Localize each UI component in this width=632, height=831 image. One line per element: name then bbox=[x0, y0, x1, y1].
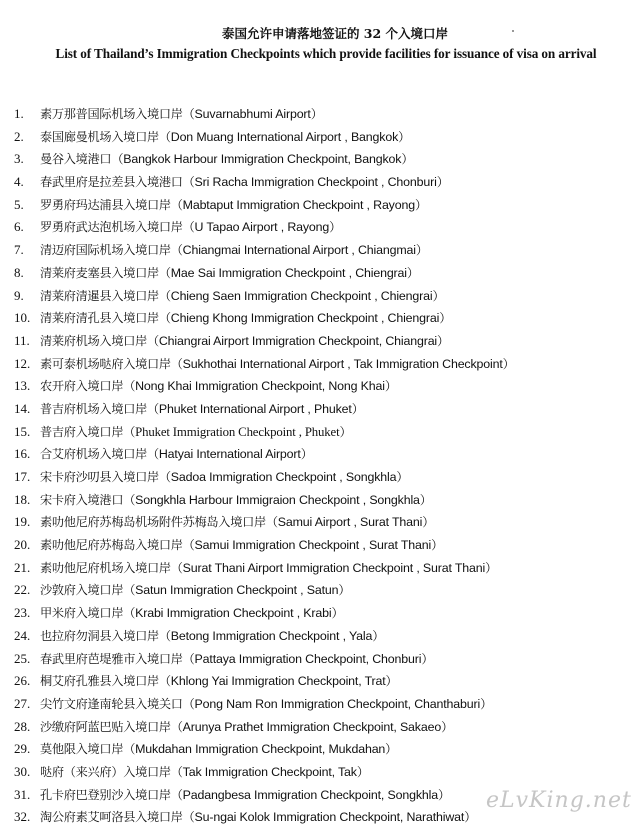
list-item bbox=[0, 398, 598, 421]
item-english-name: Sri Racha Immigration Checkpoint , Chonburi bbox=[194, 175, 437, 190]
list-item bbox=[0, 103, 598, 126]
list-item bbox=[0, 511, 598, 534]
item-english-name: Phuket International Airport , Phuket bbox=[158, 401, 352, 416]
item-closing-paren: ） bbox=[351, 401, 364, 416]
item-text bbox=[40, 466, 408, 489]
item-closing-paren: ） bbox=[414, 197, 427, 212]
item-closing-paren: ） bbox=[502, 356, 515, 371]
item-text bbox=[40, 489, 432, 512]
item-chinese-name: 泰国廊曼机场入境口岸（ bbox=[40, 129, 171, 144]
item-english-name: U Tapao Airport , Rayong bbox=[194, 220, 330, 235]
item-closing-paren: ） bbox=[441, 719, 453, 734]
item-number: 23. bbox=[14, 605, 31, 621]
item-closing-paren: ） bbox=[401, 152, 414, 167]
list-item bbox=[0, 171, 598, 194]
item-english-name: Don Muang International Airport , Bangkok bbox=[170, 129, 399, 144]
item-english-name: Sadoa Immigration Checkpoint , Songkhla bbox=[170, 470, 397, 484]
item-closing-paren: ） bbox=[384, 379, 397, 394]
item-chinese-name: 清莱府机场入境口岸（ bbox=[40, 333, 159, 348]
item-closing-paren: ） bbox=[310, 107, 323, 121]
item-english-name: Khlong Yai Immigration Checkpoint, Trat bbox=[170, 674, 386, 689]
list-item bbox=[0, 579, 598, 602]
item-english-name: Pong Nam Ron Immigration Checkpoint, Chanthaburi bbox=[194, 696, 481, 711]
item-text bbox=[40, 670, 397, 693]
item-closing-paren: ） bbox=[339, 424, 352, 439]
item-chinese-name: 哒府（来兴府）入境口岸（ bbox=[40, 764, 183, 779]
item-english-name: Su-ngai Kolok Immigration Checkpoint, Narathiwat bbox=[194, 810, 465, 825]
item-chinese-name: 桐艾府孔雅县入境口岸（ bbox=[40, 674, 171, 689]
item-number: 1. bbox=[14, 106, 24, 121]
item-chinese-name: 莫他限入境口岸（ bbox=[40, 742, 136, 757]
item-english-name: Surat Thani Airport Immigration Checkpoint , Surat Thani bbox=[182, 560, 486, 575]
list-item bbox=[0, 716, 598, 739]
item-closing-paren: ） bbox=[396, 470, 409, 484]
list-item bbox=[0, 330, 598, 353]
item-text bbox=[40, 103, 323, 126]
item-number: 30. bbox=[14, 763, 31, 779]
item-text bbox=[40, 648, 433, 671]
item-chinese-name: 清迈府国际机场入境口岸（ bbox=[40, 243, 183, 258]
item-closing-paren: ） bbox=[331, 606, 344, 621]
item-number: 16. bbox=[14, 446, 31, 462]
item-number: 31. bbox=[14, 786, 31, 802]
item-chinese-name: 清莱府麦塞县入境口岸（ bbox=[40, 265, 171, 280]
item-text bbox=[40, 806, 476, 829]
item-english-name: Betong Immigration Checkpoint , Yala bbox=[170, 628, 373, 643]
item-english-name: Pattaya Immigration Checkpoint, Chonburi bbox=[194, 651, 422, 666]
item-closing-paren: ） bbox=[421, 651, 434, 666]
item-english-name: Arunya Prathet Immigration Checkpoint, Sakaeo bbox=[182, 719, 442, 734]
item-closing-paren: ） bbox=[480, 696, 492, 711]
item-english-name: Samui Immigration Checkpoint , Surat Thani bbox=[194, 538, 432, 553]
item-chinese-name: 罗勇府玛达浦县入境口岸（ bbox=[40, 197, 183, 212]
item-english-name: Krabi Immigration Checkpoint , Krabi bbox=[135, 606, 332, 621]
list-item bbox=[0, 625, 598, 648]
list-item bbox=[0, 602, 598, 625]
item-closing-paren: ） bbox=[415, 243, 428, 258]
item-english-name: Chiangmai International Airport , Chiangmai bbox=[182, 243, 416, 258]
list-item bbox=[0, 148, 598, 171]
item-chinese-name: 宋卡府沙叨县入境口岸（ bbox=[40, 470, 171, 484]
item-chinese-name: 沙敦府入境口岸（ bbox=[40, 583, 136, 598]
item-english-name: Chiangrai Airport Immigration Checkpoint, Chiangrai bbox=[158, 333, 438, 348]
list-item bbox=[0, 648, 598, 671]
item-number: 20. bbox=[14, 537, 31, 553]
item-text bbox=[40, 285, 444, 308]
item-number: 25. bbox=[14, 650, 31, 666]
item-english-name: Mae Sai Immigration Checkpoint , Chiengrai bbox=[170, 265, 407, 280]
item-number: 28. bbox=[14, 718, 31, 734]
item-text bbox=[40, 602, 343, 625]
item-closing-paren: ） bbox=[436, 175, 449, 190]
item-text bbox=[40, 330, 449, 353]
item-chinese-name: 普吉府机场入境口岸（ bbox=[40, 401, 159, 416]
item-english-name: Suvarnabhumi Airport bbox=[194, 107, 311, 121]
item-closing-paren: ） bbox=[437, 333, 449, 348]
item-chinese-name: 宋卡府入境港口（ bbox=[40, 492, 136, 507]
list-item bbox=[0, 239, 598, 262]
item-english-name: Chieng Saen Immigration Checkpoint , Chiengrai bbox=[170, 288, 433, 303]
item-number: 5. bbox=[14, 196, 24, 212]
item-closing-paren: ） bbox=[398, 129, 411, 144]
item-closing-paren: ） bbox=[464, 810, 477, 825]
checkpoint-list bbox=[0, 103, 598, 829]
item-closing-paren: ） bbox=[385, 674, 398, 689]
item-number: 27. bbox=[14, 695, 31, 711]
item-text bbox=[40, 738, 397, 761]
list-item bbox=[0, 670, 598, 693]
item-text bbox=[40, 262, 419, 285]
item-chinese-name: 罗勇府武达泡机场入境口岸（ bbox=[40, 220, 195, 235]
item-closing-paren: ） bbox=[485, 560, 497, 575]
item-closing-paren: ） bbox=[300, 447, 313, 462]
list-item bbox=[0, 466, 598, 489]
item-chinese-name: 素万那普国际机场入境口岸（ bbox=[40, 107, 195, 121]
item-english-name: Sukhothai International Airport , Tak Immigration Checkpoint bbox=[182, 356, 503, 371]
item-chinese-name: 普吉府入境口岸（ bbox=[40, 424, 136, 439]
item-number: 12. bbox=[14, 355, 31, 371]
item-chinese-name: 清莱府清孔县入境口岸（ bbox=[40, 311, 171, 326]
item-english-name: Satun Immigration Checkpoint , Satun bbox=[135, 583, 339, 598]
item-number: 6. bbox=[14, 219, 24, 235]
item-number: 32. bbox=[14, 809, 31, 825]
item-text bbox=[40, 443, 313, 466]
list-item bbox=[0, 375, 598, 398]
item-number: 3. bbox=[14, 151, 24, 167]
list-item bbox=[0, 194, 598, 217]
item-number: 4. bbox=[14, 174, 24, 190]
item-chinese-name: 素可泰机场哒府入境口岸（ bbox=[40, 356, 183, 371]
list-item bbox=[0, 761, 598, 784]
item-chinese-name: 曼谷入境港口（ bbox=[40, 152, 124, 167]
item-chinese-name: 孔卡府巴登别沙入境口岸（ bbox=[40, 787, 183, 802]
item-chinese-name: 沙缴府阿蓝巴贴入境口岸（ bbox=[40, 719, 183, 734]
item-english-name: Samui Airport , Surat Thani bbox=[277, 515, 423, 530]
item-chinese-name: 春武里府芭堤雅市入境口岸（ bbox=[40, 651, 195, 666]
list-item bbox=[0, 216, 598, 239]
list-item bbox=[0, 443, 598, 466]
item-text bbox=[40, 511, 434, 534]
item-text bbox=[40, 625, 384, 648]
item-english-name: Nong Khai Immigration Checkpoint, Nong Khai bbox=[135, 379, 385, 394]
item-text bbox=[40, 784, 450, 807]
item-chinese-name: 合艾府机场入境口岸（ bbox=[40, 447, 159, 462]
item-chinese-name: 素叻他尼府机场入境口岸（ bbox=[40, 560, 183, 575]
watermark: eLvKing.net bbox=[486, 788, 632, 813]
list-item bbox=[0, 126, 598, 149]
item-text bbox=[40, 557, 497, 580]
item-chinese-name: 素叻他尼府苏梅岛入境口岸（ bbox=[40, 538, 195, 553]
item-closing-paren: ） bbox=[439, 311, 452, 326]
item-english-name: Chieng Khong Immigration Checkpoint , Chiengrai bbox=[170, 311, 440, 326]
item-closing-paren: ） bbox=[419, 492, 432, 507]
list-item bbox=[0, 421, 598, 444]
list-item bbox=[0, 557, 598, 580]
item-closing-paren: ） bbox=[356, 764, 369, 779]
item-chinese-name: 甲米府入境口岸（ bbox=[40, 606, 136, 621]
item-chinese-name: 清莱府清暹县入境口岸（ bbox=[40, 288, 171, 303]
item-chinese-name: 素叻他尼府苏梅岛机场附件苏梅岛入境口岸（ bbox=[40, 515, 278, 530]
item-number: 24. bbox=[14, 627, 31, 643]
item-number: 17. bbox=[14, 469, 31, 484]
item-number: 7. bbox=[14, 242, 24, 258]
item-chinese-name: 也拉府勿洞县入境口岸（ bbox=[40, 628, 171, 643]
item-number: 13. bbox=[14, 378, 31, 394]
item-english-name: Mukdahan Immigration Checkpoint, Mukdahan bbox=[135, 742, 386, 757]
item-text bbox=[40, 693, 492, 716]
item-text bbox=[40, 398, 364, 421]
item-number: 21. bbox=[14, 559, 31, 575]
item-text bbox=[40, 421, 351, 444]
item-text bbox=[40, 126, 410, 149]
title-english: List of Thailand’s Immigration Checkpoints which provide facilities for issuance of visa on arrival bbox=[55, 46, 597, 61]
title-chinese: 泰国允许申请落地签证的 32 个入境口岸 bbox=[221, 26, 449, 41]
item-text bbox=[40, 171, 449, 194]
item-number: 2. bbox=[14, 128, 24, 144]
list-item bbox=[0, 489, 598, 512]
list-item bbox=[0, 738, 598, 761]
list-item bbox=[0, 262, 598, 285]
item-english-name: Phuket Immigration Checkpoint , Phuket bbox=[135, 424, 340, 439]
item-text bbox=[40, 579, 350, 602]
item-number: 14. bbox=[14, 400, 31, 416]
item-closing-paren: ） bbox=[432, 288, 445, 303]
scan-speck bbox=[512, 30, 514, 32]
item-english-name: Hatyai International Airport bbox=[158, 447, 301, 462]
list-item bbox=[0, 693, 598, 716]
item-english-name: Mabtaput Immigration Checkpoint , Rayong bbox=[182, 197, 415, 212]
item-closing-paren: ） bbox=[437, 787, 450, 802]
list-item bbox=[0, 285, 598, 308]
item-chinese-name: 淘公府素艾呵洛县入境口岸（ bbox=[40, 810, 195, 825]
item-number: 15. bbox=[14, 423, 31, 439]
item-english-name: Padangbesa Immigration Checkpoint, Songkhla bbox=[182, 787, 438, 802]
item-closing-paren: ） bbox=[329, 220, 342, 235]
item-number: 10. bbox=[14, 310, 31, 326]
item-text bbox=[40, 761, 369, 784]
item-number: 11. bbox=[14, 332, 30, 348]
item-chinese-name: 农开府入境口岸（ bbox=[40, 379, 136, 394]
document-header bbox=[0, 24, 598, 62]
item-text bbox=[40, 534, 443, 557]
item-closing-paren: ） bbox=[431, 538, 444, 553]
item-text bbox=[40, 194, 427, 217]
item-english-name: Bangkok Harbour Immigration Checkpoint, Bangkok bbox=[123, 152, 402, 167]
item-text bbox=[40, 216, 341, 239]
item-text bbox=[40, 353, 515, 376]
item-closing-paren: ） bbox=[385, 742, 398, 757]
item-number: 22. bbox=[14, 582, 31, 598]
item-english-name: Tak Immigration Checkpoint, Tak bbox=[182, 764, 357, 779]
item-number: 8. bbox=[14, 264, 24, 280]
item-number: 9. bbox=[14, 287, 24, 303]
item-chinese-name: 尖竹文府逢南轮县入境关口（ bbox=[40, 696, 195, 711]
item-number: 18. bbox=[14, 491, 31, 507]
item-text bbox=[40, 148, 413, 171]
item-text bbox=[40, 239, 428, 262]
item-number: 19. bbox=[14, 514, 31, 530]
item-text bbox=[40, 307, 451, 330]
item-closing-paren: ） bbox=[422, 515, 435, 530]
item-number: 29. bbox=[14, 741, 31, 757]
list-item bbox=[0, 307, 598, 330]
item-closing-paren: ） bbox=[338, 583, 351, 598]
item-closing-paren: ） bbox=[406, 265, 419, 280]
item-text bbox=[40, 375, 397, 398]
list-item bbox=[0, 534, 598, 557]
list-item bbox=[0, 353, 598, 376]
item-chinese-name: 春武里府是拉差县入境港口（ bbox=[40, 175, 195, 190]
item-number: 26. bbox=[14, 673, 31, 689]
item-closing-paren: ） bbox=[372, 628, 385, 643]
item-english-name: Songkhla Harbour Immigraion Checkpoint , Songkhla bbox=[135, 492, 420, 507]
item-text bbox=[40, 716, 453, 739]
